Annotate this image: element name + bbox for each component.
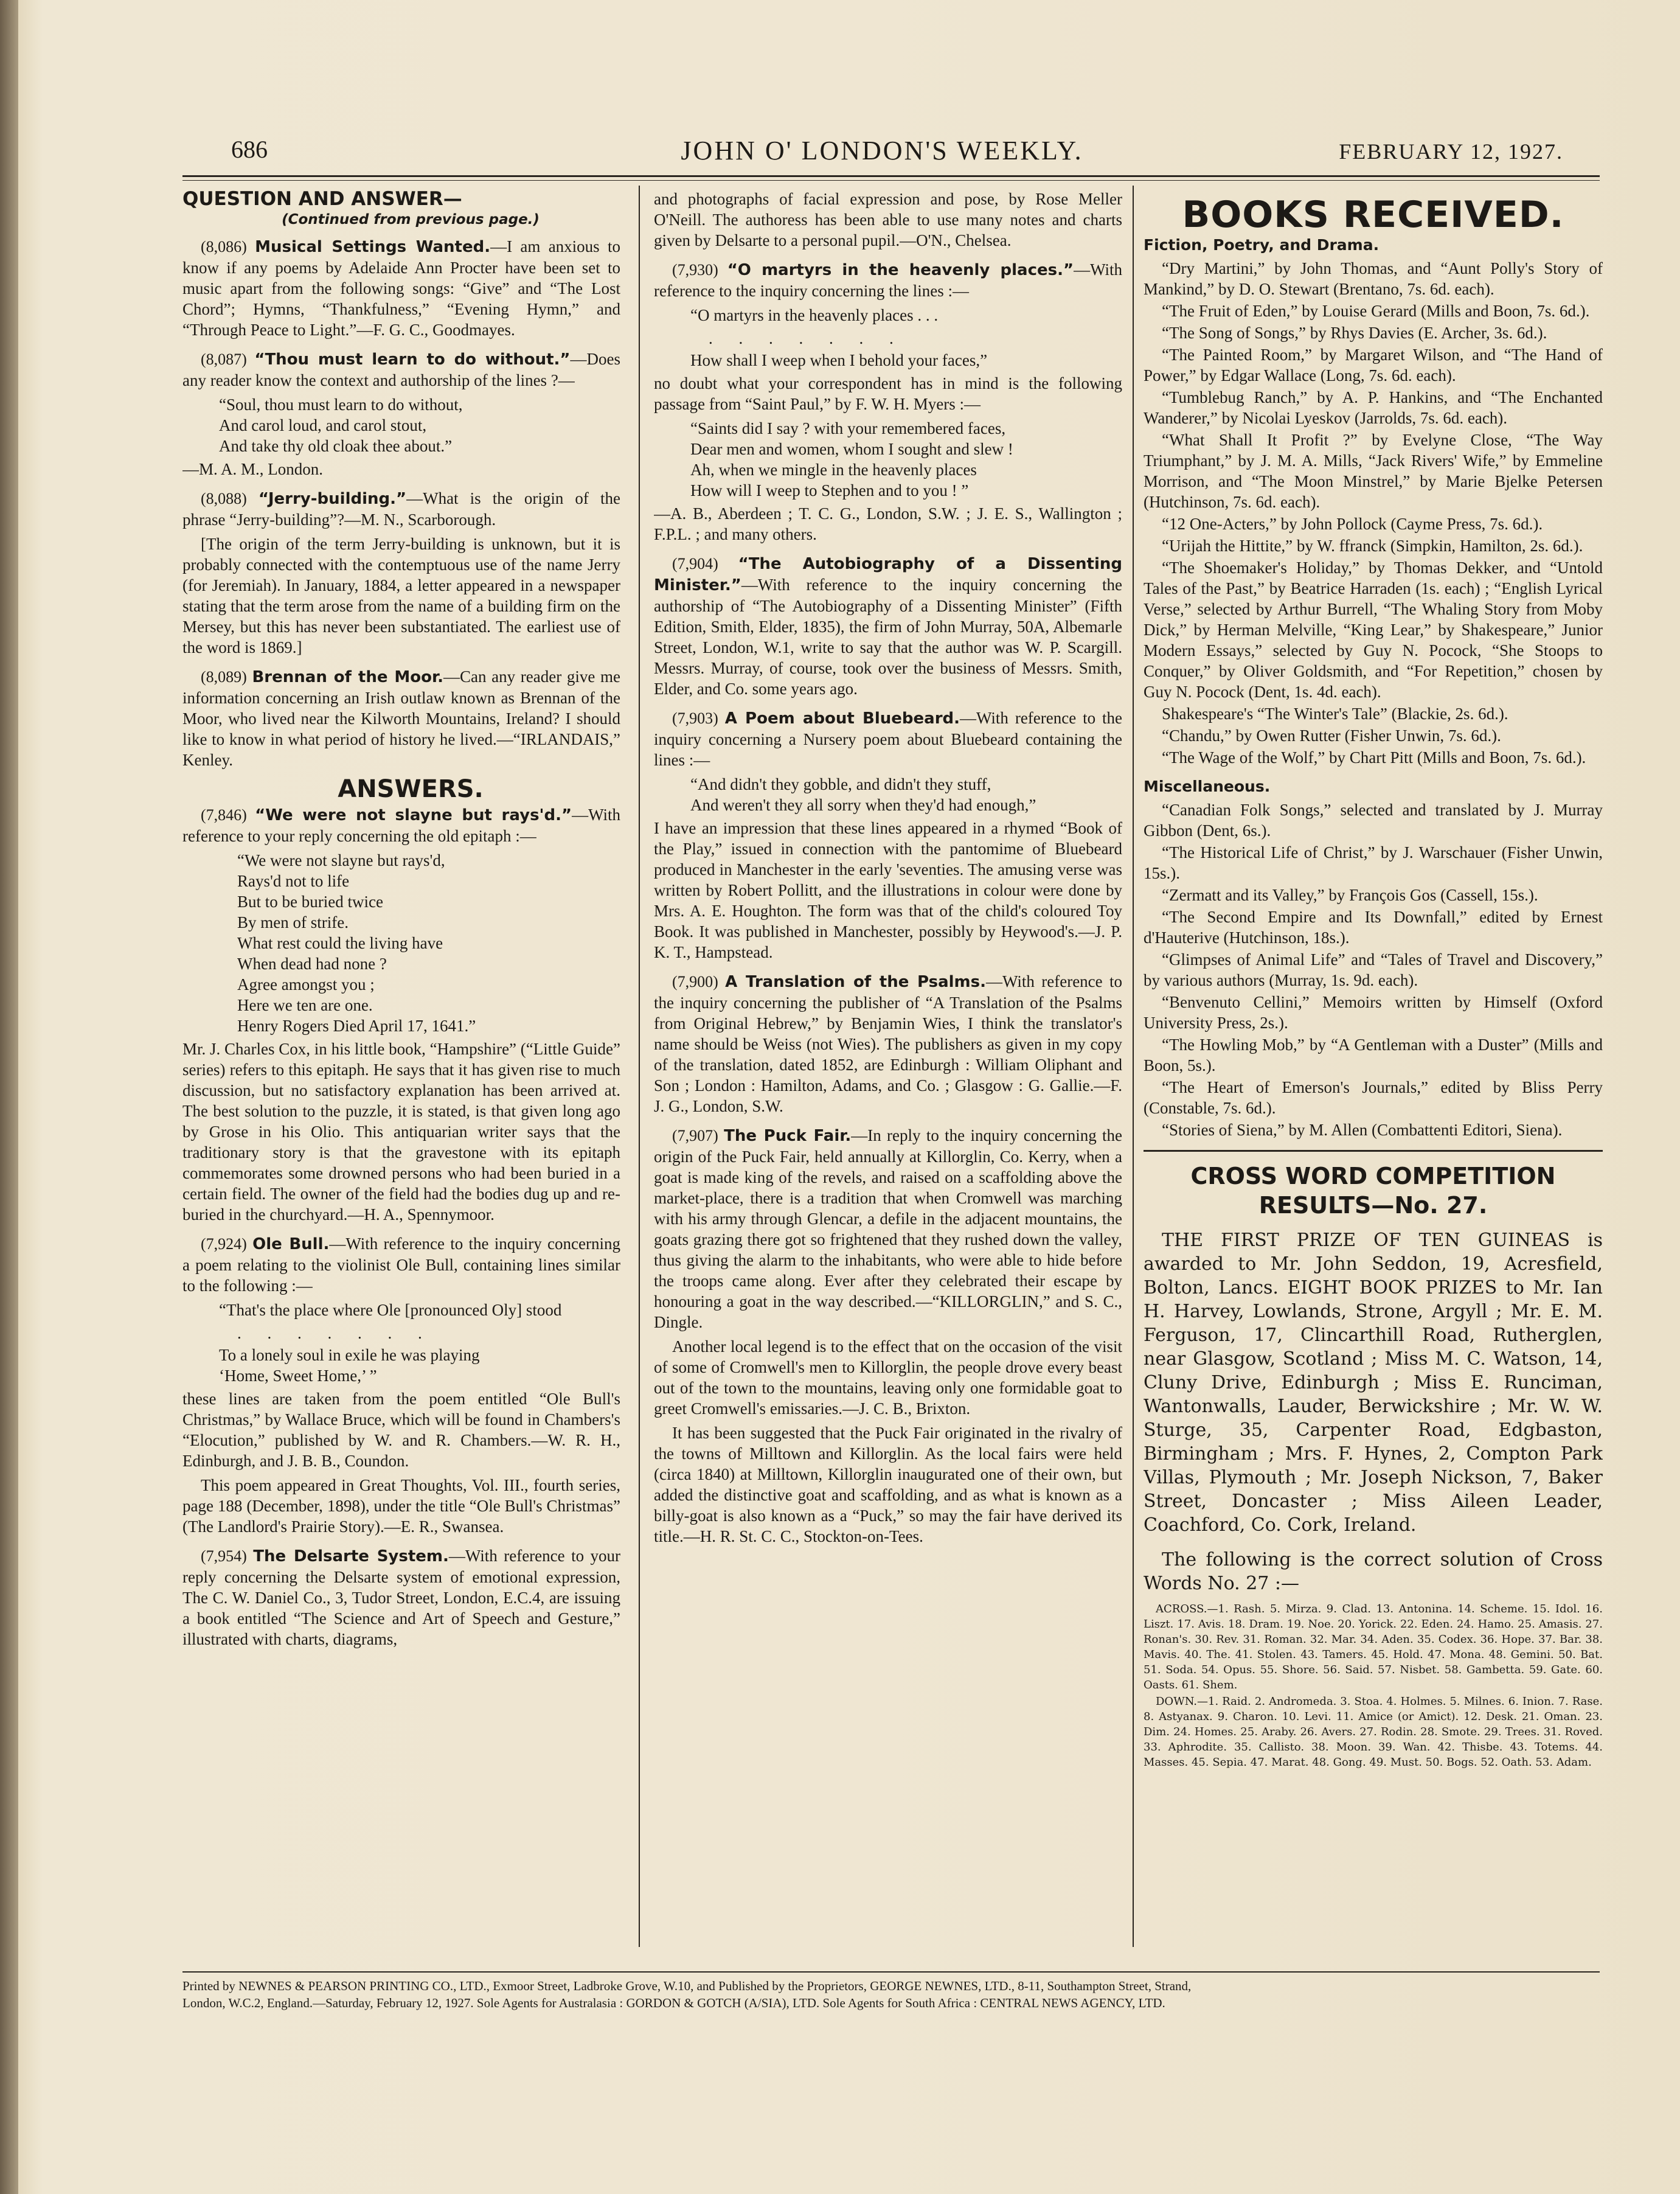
miscellaneous-subheading: Miscellaneous. xyxy=(1144,778,1271,795)
book-entry: “The Painted Room,” by Margaret Wilson, and “The Hand of Power,” by Edgar Wallace (Long, 7s. 6d. each). xyxy=(1144,346,1603,385)
item-body-continued: no doubt what your correspondent has in mind is the following passage from “Saint Paul,” by F. W. H. Myers :— xyxy=(654,374,1122,413)
signature: —M. A. M., London. xyxy=(182,460,324,478)
page-binding-edge xyxy=(0,0,18,2194)
item-body: —Can any reader give me information concerning an Irish outlaw known as Brennan of the Moor, who lived near the Kilworth Mountains, Ireland? I should like to know in what period of history he lived.—“IRLANDAIS,” Kenley. xyxy=(182,667,620,769)
item-number: (7,924) xyxy=(201,1235,247,1253)
item-body: —In reply to the inquiry concerning the origin of the Puck Fair, held annually at Killorglin, Co. Kerry, when a goat is made king of the revels, and raised on a scaffolding above the market-place, there is a tradition that when Cromwell was marching with his army through Glencar, a defile in the adjacent mountains, the goats grazing there got so frightened that they rushed down the valley, thus giving the alarm to the inhabitants, who were able to hide before the troops came along. Ever after they celebrated their escape by honouring a goat in the way described.—“KILLORGLIN,” and S. C., Dingle. xyxy=(654,1126,1122,1331)
item-title: The Puck Fair. xyxy=(724,1127,852,1145)
issue-date: FEBRUARY 12, 1927. xyxy=(1339,139,1563,164)
imprint-line-1: Printed by NEWNES & PEARSON PRINTING CO., LTD., Exmoor Street, Ladbroke Grove, W.10, and Published by the Proprietors, GEORGE NEWNES, LTD., 8-11, Southampton Street, Strand, xyxy=(182,1979,1192,1993)
answer-7846 xyxy=(182,804,620,846)
answer-7907 xyxy=(654,1125,1122,1332)
item-title: “Thou must learn to do without.” xyxy=(254,350,571,369)
header-rule-thin xyxy=(182,180,1600,181)
miscellaneous-list xyxy=(1144,799,1603,1140)
book-entry: “Dry Martini,” by John Thomas, and “Aunt Polly's Story of Mankind,” by D. O. Stewart (Brentano, 7s. 6d. each). xyxy=(1144,259,1603,298)
item-title: Ole Bull. xyxy=(252,1235,330,1253)
epitaph-verse: “We were not slayne but rays'd, Rays'd not to life But to be buried twice By men of strife. What rest could the living have When dead had none ? Agree amongst you ; Here we ten are one. Henry Rogers Died April 17, 1641.” xyxy=(237,851,476,1035)
masthead: JOHN O' LONDON'S WEEKLY. xyxy=(681,136,1083,165)
book-entry: “The Song of Songs,” by Rhys Davies (E. Archer, 3s. 6d.). xyxy=(1162,324,1547,342)
item-number: (8,089) xyxy=(201,668,247,686)
page-header xyxy=(176,135,1588,178)
verse: How shall I weep when I behold your faces,” xyxy=(690,351,988,369)
fiction-list xyxy=(1144,258,1603,768)
section-divider xyxy=(1144,1150,1603,1152)
editor-note: [The origin of the term Jerry-building is unknown, but it is probably connected with the contemptuous use of the name Jerry (for Jeremiah). In January, 1884, a letter appeared in a newspaper stating that the term arose from the name of a building firm on the Mersey, but this has never been substantiated. The earliest use of the word is 1869.] xyxy=(182,535,620,656)
book-entry: Shakespeare's “The Winter's Tale” (Blackie, 2s. 6d.). xyxy=(1162,705,1508,723)
answer-7900 xyxy=(654,971,1122,1116)
prize-winners: THE FIRST PRIZE OF TEN GUINEAS is awarded to Mr. John Seddon, 19, Acresfield, Bolton, Lancs. EIGHT BOOK PRIZES to Mr. Ian H. Harvey, Lowlands, Strone, Argyll ; Mr. E. M. Ferguson, 17, Clincarthill Road, Rutherglen, near Glasgow, Scotland ; Miss M. C. Watson, 14, Cluny Drive, Edinburgh ; Miss E. Runciman, Wantonwalls, Lauder, Berwickshire ; Mr. W. W. Sturge, 35, Carpenter Road, Edgbaston, Birmingham ; Mrs. F. Hynes, 2, Compton Park Villas, Plymouth ; Mr. Joseph Nickson, 7, Baker Street, Doncaster ; Miss Aileen Leader, Coachford, Co. Cork, Ireland. xyxy=(1144,1230,1603,1536)
book-entry: “What Shall It Profit ?” by Evelyne Close, “The Way Triumphant,” by J. M. A. Mills, “Jack Rivers' Wife,” by Emmeline Morrison, and “The Moon Minstrel,” by Marie Bjelke Petersen (Hutchinson, 7s. 6d. each). xyxy=(1144,431,1603,511)
item-title: A Translation of the Psalms. xyxy=(725,973,986,991)
book-entry: “The Heart of Emerson's Journals,” edited by Bliss Perry (Constable, 7s. 6d.). xyxy=(1144,1078,1603,1117)
signature: —A. B., Aberdeen ; T. C. G., London, S.W. ; J. E. S., Wallington ; F.P.L. ; and many others. xyxy=(654,504,1122,543)
item-body: —With reference to the inquiry concerning the publisher of “A Translation of the Psalms from Original Hebrew,” by Benjamin Wies, I think the translator's name should be Weiss (not Wies). The publishers as given in my copy of the translation, dated 1852, are Edinburgh : William Oliphant and Son ; London : Hamilton, Adams, and Co. ; Glasgow : G. Gallie.—F. J. G., London, S.W. xyxy=(654,972,1122,1115)
book-entry: “Canadian Folk Songs,” selected and translated by J. Murray Gibbon (Dent, 6s.). xyxy=(1144,801,1603,840)
verse: “That's the place where Ole [pronounced Oly] stood xyxy=(219,1301,562,1319)
imprint-line-2: London, W.C.2, England.—Saturday, February 12, 1927. Sole Agents for Australasia : GORDON & GOTCH (A/SIA), LTD. Sole Agents for South Africa : CENTRAL NEWS AGENCY, LTD. xyxy=(182,1996,1165,2010)
answer-7924 xyxy=(182,1233,620,1296)
item-title: Musical Settings Wanted. xyxy=(255,238,491,256)
column-2 xyxy=(654,189,1122,1947)
crossword-title-line-2: RESULTS—No. 27. xyxy=(1258,1192,1488,1219)
item-number: (7,954) xyxy=(201,1547,247,1565)
item-body-continued: This poem appeared in Great Thoughts, Vol. III., fourth series, page 188 (December, 1898), under the title “Ole Bull's Christmas” (The Landlord's Prairie Story).—E. R., Swansea. xyxy=(182,1476,620,1536)
verse: “Saints did I say ? with your remembered faces, Dear men and women, whom I sought and slew ! Ah, when we mingle in the heavenly places How will I weep to Stephen and to you ! ” xyxy=(690,419,1013,500)
solution-intro: The following is the correct solution of Cross Words No. 27 :— xyxy=(1144,1549,1603,1594)
answer-7904 xyxy=(654,553,1122,699)
books-received-heading: BOOKS RECEIVED. xyxy=(1182,193,1564,236)
item-title: Brennan of the Moor. xyxy=(252,668,444,686)
answer-7954 xyxy=(182,1545,620,1649)
item-body: —With reference to your reply concerning the old epitaph :— xyxy=(182,806,620,845)
item-body: —With reference to the inquiry concerning the authorship of “The Autobiography of a Dissenting Minister” (Fifth Edition, Smith, Elder, 1835), the firm of John Murray, 50A, Albemarle Street, London, W.1, write to say that the author was W. P. Scargill. Messrs. Murray, of course, took over the business of Messrs. Smith, Elder, and Co. some years ago. xyxy=(654,576,1122,698)
item-number: (7,903) xyxy=(672,709,718,727)
fiction-subheading: Fiction, Poetry, and Drama. xyxy=(1144,236,1380,254)
book-entry: “The Wage of the Wolf,” by Chart Pitt (Mills and Boon, 7s. 6d.). xyxy=(1162,748,1586,767)
crossword-title-line-1: CROSS WORD COMPETITION xyxy=(1190,1163,1556,1189)
item-title: “O martyrs in the heavenly places.” xyxy=(727,261,1074,279)
column-1 xyxy=(182,189,620,1947)
ellipsis-line: . . . . . . . xyxy=(709,329,904,347)
book-entry: “Glimpses of Animal Life” and “Tales of Travel and Discovery,” by various authors (Murray, 1s. 9d. each). xyxy=(1144,950,1603,989)
item-title: The Delsarte System. xyxy=(253,1547,449,1565)
item-number: (7,904) xyxy=(672,555,718,573)
header-rule xyxy=(182,175,1600,177)
item-body: —Does any reader know the context and authorship of the lines ?— xyxy=(182,350,620,389)
item-title: “The Autobiography of a Dissenting Minister.” xyxy=(654,555,1122,594)
book-entry: “The Second Empire and Its Downfall,” edited by Ernest d'Hauterive (Hutchinson, 18s.). xyxy=(1144,908,1603,947)
item-title: “Jerry-building.” xyxy=(258,490,407,508)
column-divider-2 xyxy=(1133,186,1134,1947)
answer-7930 xyxy=(654,259,1122,301)
item-number: (8,087) xyxy=(201,350,247,368)
item-number: (7,846) xyxy=(201,806,247,824)
verse: “Soul, thou must learn to do without, And carol loud, and carol stout, And take thy old cloak thee about.” xyxy=(219,395,463,455)
item-body-continued: I have an impression that these lines appeared in a rhymed “Book of the Play,” issued in connection with the pantomime of Bluebeard produced in Manchester in the early 'seventies. The amusing verse was written by Robert Pollitt, and the illustrations in colour were done by Mrs. A. E. Houghton. The form was that of the child's coloured Toy Book. It was published in Manchester, possibly by Heywood's.—J. P. K. T., Hampstead. xyxy=(654,819,1122,961)
item-number: (8,088) xyxy=(201,490,247,507)
item-number: (7,930) xyxy=(672,261,718,279)
column-3 xyxy=(1144,189,1603,1947)
item-title: A Poem about Bluebeard. xyxy=(724,709,960,728)
solution-down: DOWN.—1. Raid. 2. Andromeda. 3. Stoa. 4. Holmes. 5. Milnes. 6. Inion. 7. Rase. 8. Astyanax. 9. Charon. 10. Levi. 11. Amice (or Amict). 12. Desk. 21. Oman. 23. Dim. 24. Homes. 25. Araby. 26. Avers. 27. Rodin. 28. Smote. 29. Trees. 31. Roved. 33. Aphrodite. 35. Callisto. 38. Moon. 39. Wan. 42. Thisbe. 43. Totems. 44. Masses. 45. Sepia. 47. Marat. 48. Gong. 49. Must. 50. Bogs. 52. Oath. 53. Adam. xyxy=(1144,1695,1603,1769)
book-entry: “12 One-Acters,” by John Pollock (Cayme Press, 7s. 6d.). xyxy=(1162,515,1543,533)
answers-heading: ANSWERS. xyxy=(338,775,484,803)
question-8088 xyxy=(182,488,620,530)
question-8086 xyxy=(182,236,620,340)
ellipsis-line: . . . . . . . xyxy=(237,1324,433,1342)
item-body: —With reference to the inquiry concerning the lines :— xyxy=(654,260,1122,300)
continued-note: (Continued from previous page.) xyxy=(282,212,540,228)
item-body-continued: Another local legend is to the effect that on the occasion of the visit of some of Cromwell's men to Killorglin, the people drove every beast out of the town to the mountains, leaving only one formidable goat to greet Cromwell's emissaries.—J. C. B., Brixton. xyxy=(654,1337,1122,1418)
item-body-continued: these lines are taken from the poem entitled “Ole Bull's Christmas,” by Wallace Bruce, which will be found in Chambers's “Elocution,” published by W. and R. Chambers.—W. R. H., Edinburgh, and J. B. B., Coundon. xyxy=(182,1390,620,1470)
solution-across: ACROSS.—1. Rash. 5. Mirza. 9. Clad. 13. Antonina. 14. Scheme. 15. Idol. 16. Liszt. 17. Avis. 18. Dram. 19. Noe. 20. Yorick. 22. Eden. 24. Hamo. 25. Amasis. 27. Ronan's. 30. Rev. 31. Roman. 32. Mar. 34. Aden. 35. Codex. 36. Hope. 37. Bar. 38. Mavis. 40. The. 41. Stolen. 43. Tamers. 45. Hold. 47. Mona. 48. Gemini. 50. Bat. 51. Soda. 54. Opus. 55. Shore. 56. Said. 57. Nisbet. 58. Gambetta. 59. Gate. 60. Oasts. 61. Shem. xyxy=(1144,1603,1603,1691)
item-number: (8,086) xyxy=(201,238,247,256)
question-8089 xyxy=(182,666,620,770)
item-body: —I am anxious to know if any poems by Adelaide Ann Procter have been set to music apart from the following songs: “Give” and “The Lost Chord”; Hymns, “Thankfulness,” “Evening Hymn,” and “Through Peace to Light.”—F. G. C., Goodmayes. xyxy=(182,237,620,339)
item-number: (7,907) xyxy=(672,1127,718,1144)
book-entry: “The Shoemaker's Holiday,” by Thomas Dekker, and “Untold Tales of the Past,” by Beatrice Harraden (1s. each) ; “English Lyrical Verse,” selected by Arthur Burrell, “The Whaling Story from Moby Dick,” by Herman Melville, “King Lear,” by Shakespeare,” Junior Modern Essays,” selected by Guy N. Pocock, “She Stoops to Conquer,” by Oliver Goldsmith, and “For Repetition,” chosen by Guy N. Pocock (Dent, 1s. 4d. each). xyxy=(1144,559,1603,701)
item-body-continued: Mr. J. Charles Cox, in his little book, “Hampshire” (“Little Guide” series) refers to this epitaph. He says that it has given rise to much discussion, but no satisfactory explanation has been arrived at. The best solution to the puzzle, it is stated, is that given long ago by Grose in his Olio. This antiquarian writer says that the traditionary story is that the gravestone with its epitaph commemorates some drowned persons who had been buried in a certain field. The owner of the field had the bodies dug up and re-buried in the churchyard.—H. A., Spennymoor. xyxy=(182,1040,620,1224)
imprint-footer xyxy=(182,1977,1600,2011)
verse: “O martyrs in the heavenly places . . . xyxy=(690,306,939,324)
page-number: 686 xyxy=(231,136,268,163)
book-entry: “Urijah the Hittite,” by W. ffranck (Simpkin, Hamilton, 2s. 6d.). xyxy=(1162,537,1583,555)
answer-7903 xyxy=(654,708,1122,770)
verse: To a lonely soul in exile he was playing ‘Home, Sweet Home,’ ” xyxy=(219,1346,480,1385)
item-title: “We were not slayne but rays'd.” xyxy=(255,806,572,824)
delsarte-continued: and photographs of facial expression and pose, by Rose Meller O'Neill. The authoress has been able to use many notes and charts given by Delsarte to a personal pupil.—O'N., Chelsea. xyxy=(654,190,1122,249)
item-body: —With reference to the inquiry concerning a poem relating to the violinist Ole Bull, containing lines similar to the following :— xyxy=(182,1235,620,1295)
book-entry: “Tumblebug Ranch,” by A. P. Hankins, and “The Enchanted Wanderer,” by Nicolai Lyeskov (Jarrolds, 7s. 6d. each). xyxy=(1144,388,1603,427)
book-entry: “The Historical Life of Christ,” by J. Warschauer (Fisher Unwin, 15s.). xyxy=(1144,843,1603,882)
book-entry: “Benvenuto Cellini,” Memoirs written by Himself (Oxford University Press, 2s.). xyxy=(1144,993,1603,1032)
book-entry: “Chandu,” by Owen Rutter (Fisher Unwin, 7s. 6d.). xyxy=(1162,726,1501,745)
question-8087 xyxy=(182,349,620,391)
item-body: —With reference to the inquiry concerning a Nursery poem about Bluebeard containing the lines :— xyxy=(654,709,1122,769)
footer-rule xyxy=(182,1971,1600,1973)
column-divider-1 xyxy=(639,186,640,1947)
section-heading: QUESTION AND ANSWER— xyxy=(182,189,462,210)
book-entry: “Zermatt and its Valley,” by François Gos (Cassell, 15s.). xyxy=(1162,886,1538,904)
item-body: —What is the origin of the phrase “Jerry-building”?—M. N., Scarborough. xyxy=(182,489,620,529)
crossword-results-heading xyxy=(1144,1161,1603,1220)
verse: “And didn't they gobble, and didn't they stuff, And weren't they all sorry when they'd had enough,” xyxy=(690,775,1036,814)
book-entry: “The Howling Mob,” by “A Gentleman with a Duster” (Mills and Boon, 5s.). xyxy=(1144,1036,1603,1074)
item-number: (7,900) xyxy=(672,973,718,991)
item-body: —With reference to your reply concerning the Delsarte system of emotional expression, The C. W. Daniel Co., 3, Tudor Street, London, E.C.4, are issuing a book entitled “The Science and Art of Speech and Gesture,” illustrated with charts, diagrams, xyxy=(182,1547,620,1648)
book-entry: “Stories of Siena,” by M. Allen (Combattenti Editori, Siena). xyxy=(1162,1121,1563,1139)
item-body-continued: It has been suggested that the Puck Fair originated in the rivalry of the towns of Milltown and Killorglin. As the local fairs were held (circa 1840) at Milltown, Killorglin inaugurated one of their own, but added the distinctive goat and scaffolding, and as what is known as a billy-goat is also known as a “Puck,” so may the fair have derived its title.—H. R. St. C. C., Stockton-on-Tees. xyxy=(654,1424,1122,1545)
book-entry: “The Fruit of Eden,” by Louise Gerard (Mills and Boon, 7s. 6d.). xyxy=(1162,302,1590,320)
